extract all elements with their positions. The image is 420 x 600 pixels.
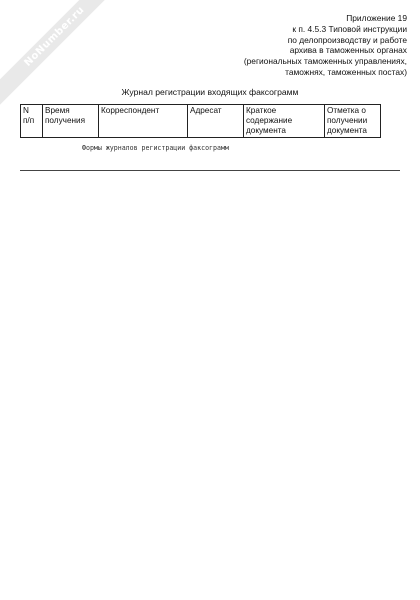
form-caption: Формы журналов регистрации факсограмм: [82, 144, 229, 152]
watermark-ribbon: NoNumber.ru: [0, 0, 129, 111]
column-header-addressee: Адресат: [188, 105, 244, 138]
appendix-reference: [167, 13, 407, 78]
appendix-line: по делопроизводству и работе: [287, 34, 407, 45]
table-header-row: [21, 105, 381, 138]
appendix-line: (региональных таможенных управлениях,: [243, 56, 407, 67]
appendix-line: к п. 4.5.3 Типовой инструкции: [292, 23, 407, 34]
column-header-summary: Краткое содержание документа: [244, 105, 325, 138]
horizontal-rule: [20, 170, 400, 171]
column-header-number: N п/п: [21, 105, 43, 138]
journal-title: Журнал регистрации входящих факсограмм: [121, 87, 299, 97]
register-table: [20, 104, 381, 138]
column-header-receipt-mark: Отметка о получении документа: [325, 105, 381, 138]
appendix-line: архива в таможенных органах: [289, 45, 407, 56]
column-header-correspondent: Корреспондент: [99, 105, 188, 138]
appendix-line: Приложение 19: [346, 13, 407, 23]
appendix-line: таможнях, таможенных постах): [285, 66, 407, 77]
column-header-receipt-time: Время получения: [43, 105, 99, 138]
